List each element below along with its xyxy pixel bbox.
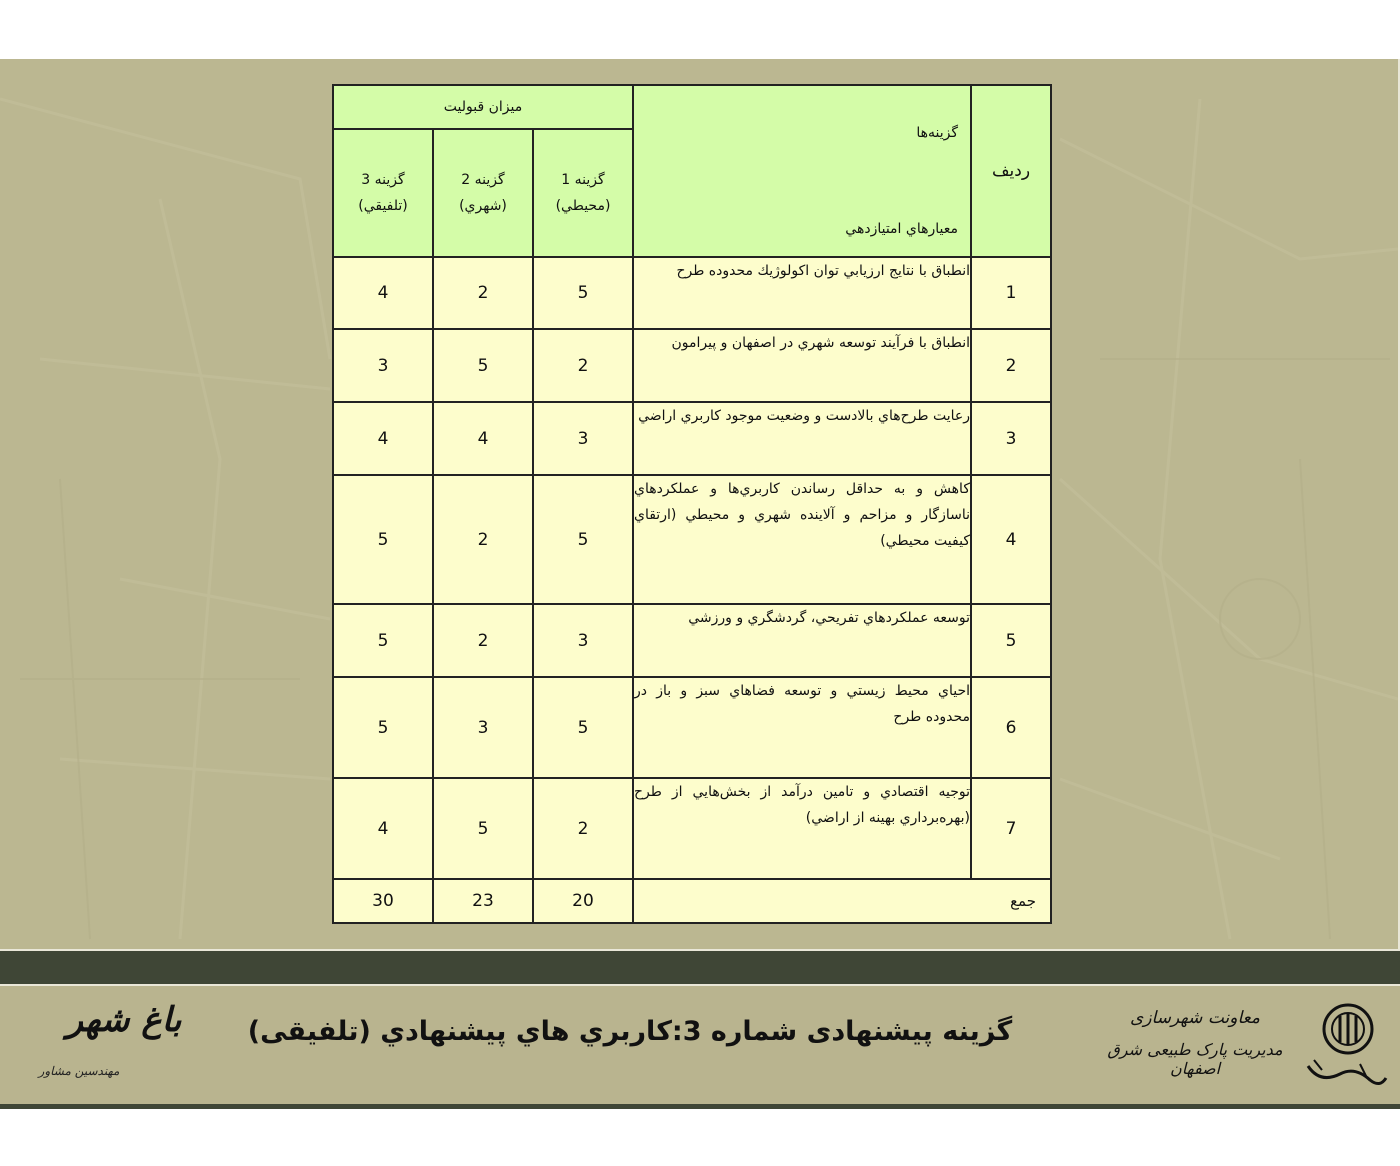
criterion-text: توجیه اقتصادي و تامین درآمد از بخش‌هایي از طرح (بهره‌برداري بهینه از اراضي): [633, 778, 971, 879]
score-option-1: 2: [533, 778, 633, 879]
score-option-1: 5: [533, 677, 633, 778]
table-row: [333, 778, 1051, 879]
score-option-3: 4: [333, 402, 433, 475]
total-option-2: 23: [433, 879, 533, 923]
slide: [0, 59, 1400, 1109]
table-row: [333, 257, 1051, 329]
header-criteria: [633, 85, 971, 257]
row-number: 4: [971, 475, 1051, 604]
organization-line-1: معاونت شهرسازی: [1130, 1008, 1260, 1028]
consultant-logo-sub: مهندسین مشاور: [38, 1064, 120, 1078]
table-row: [333, 604, 1051, 677]
row-number: 2: [971, 329, 1051, 402]
score-option-2: 5: [433, 778, 533, 879]
header-option-3-sub: (تلفیقي): [358, 198, 408, 214]
header-acceptance: میزان قبولیت: [333, 85, 633, 129]
total-row: [333, 879, 1051, 923]
header-option-1: [533, 129, 633, 257]
consultant-logo: [14, 994, 184, 1094]
criterion-text: انطباق با فرآیند توسعه شهري در اصفهان و پیرامون: [633, 329, 971, 402]
municipality-logo-icon: [1300, 994, 1390, 1094]
organization-line-2: مدیریت پارک طبیعی شرق اصفهان: [1107, 1040, 1283, 1078]
score-option-3: 5: [333, 475, 433, 604]
score-option-2: 2: [433, 257, 533, 329]
score-option-1: 3: [533, 402, 633, 475]
header-option-1-sub: (محیطي): [555, 198, 611, 214]
score-option-3: 4: [333, 778, 433, 879]
score-option-1: 5: [533, 475, 633, 604]
header-option-2: [433, 129, 533, 257]
score-option-2: 2: [433, 475, 533, 604]
score-option-2: 2: [433, 604, 533, 677]
organization-name: [1100, 1004, 1290, 1084]
table-row: [333, 475, 1051, 604]
row-number: 1: [971, 257, 1051, 329]
row-number: 6: [971, 677, 1051, 778]
score-option-3: 4: [333, 257, 433, 329]
header-options-label: گزینه‌ها: [916, 125, 958, 141]
table-row: [333, 677, 1051, 778]
consultant-logo-text: باغ شهر: [66, 1000, 182, 1040]
table-row: [333, 329, 1051, 402]
row-number: 5: [971, 604, 1051, 677]
score-option-3: 3: [333, 329, 433, 402]
score-option-2: 3: [433, 677, 533, 778]
header-option-2-label: گزینه 2: [461, 172, 505, 188]
header-option-2-sub: (شهري): [459, 198, 507, 214]
total-option-1: 20: [533, 879, 633, 923]
header-criteria-label: معیارهاي امتیازدهي: [845, 221, 958, 237]
row-number: 3: [971, 402, 1051, 475]
criterion-text: احیاي محیط زیستي و توسعه فضاهاي سبز و باز در محدوده طرح: [633, 677, 971, 778]
total-label: جمع: [633, 879, 1051, 923]
score-option-1: 2: [533, 329, 633, 402]
criterion-text: كاهش و به حداقل رساندن كاربري‌ها و عملكردهاي ناسازگار و مزاحم و آلاینده شهري و محیطي (ارتقاي كیفیت محیطي): [633, 475, 971, 604]
criterion-text: رعایت طرح‌هاي بالادست و وضعیت موجود كاربري اراضي: [633, 402, 971, 475]
score-option-2: 4: [433, 402, 533, 475]
table-row: [333, 402, 1051, 475]
score-option-3: 5: [333, 604, 433, 677]
header-option-3-label: گزینه 3: [361, 172, 405, 188]
footer: [0, 984, 1400, 1104]
score-option-1: 5: [533, 257, 633, 329]
criterion-text: انطباق با نتایج ارزیابي توان اكولوژیك محدوده طرح: [633, 257, 971, 329]
total-option-3: 30: [333, 879, 433, 923]
content-area: [0, 59, 1400, 951]
header-option-3: [333, 129, 433, 257]
score-option-2: 5: [433, 329, 533, 402]
header-option-1-label: گزینه 1: [561, 172, 605, 188]
header-row-number: ردیف: [971, 85, 1051, 257]
row-number: 7: [971, 778, 1051, 879]
score-option-3: 5: [333, 677, 433, 778]
scoring-table: [332, 84, 1052, 924]
score-option-1: 3: [533, 604, 633, 677]
slide-title: گزینه پیشنهادی شماره 3:كاربري هاي پیشنهادي (تلفیقی): [247, 1016, 1013, 1047]
criterion-text: توسعه عملكردهاي تفریحي، گردشگري و ورزشي: [633, 604, 971, 677]
